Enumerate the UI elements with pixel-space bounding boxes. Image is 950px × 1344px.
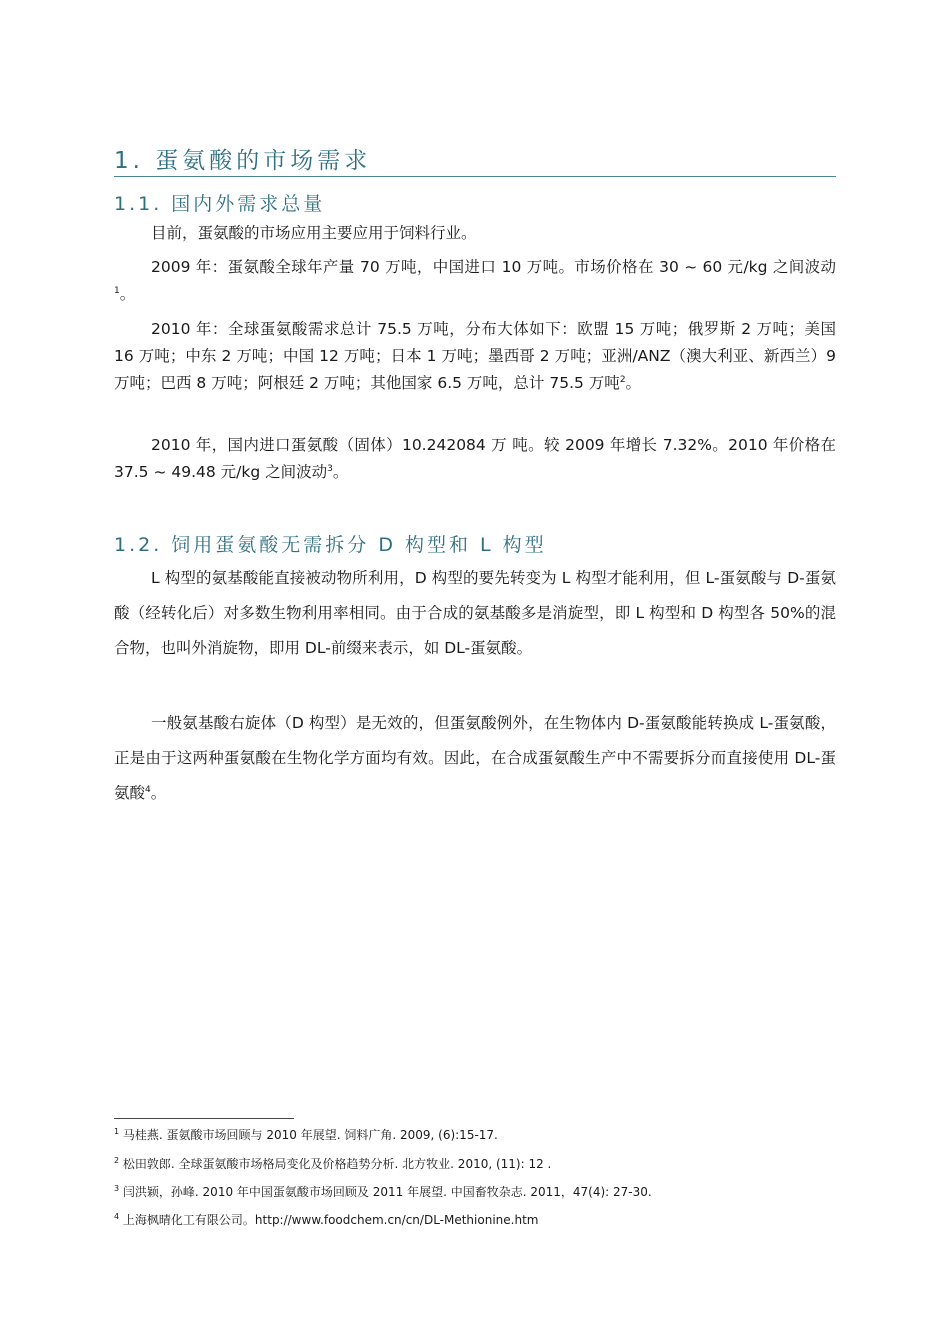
paragraph-2009: 2009 年：蛋氨酸全球年产量 70 万吨，中国进口 10 万吨。市场价格在 30 ~ 60 元/kg 之间波动$^1$。 — [114, 258, 836, 303]
footnote-4: $^4$ 上海枫晴化工有限公司。http://www.foodchem.cn/cn/DL-Methionine.htm — [114, 1212, 539, 1227]
footnote-ref-2[interactable]: 2 — [619, 374, 626, 385]
footnote-3: $^3$ 闫洪颖，孙峰. 2010 年中国蛋氨酸市场回顾及 2011 年展望. 中国畜牧杂志. 2011，47(4): 27-30. — [114, 1184, 652, 1199]
footnote-ref-1[interactable]: 1 — [114, 285, 120, 296]
paragraph-d-isomer: 一般氨基酸右旋体（D 构型）是无效的，但蛋氨酸例外，在生物体内 D-蛋氨酸能转换成 L-蛋氨酸，正是由于这两种蛋氨酸在生物化学方面均有效。因此，在合成蛋氨酸生产中不需要拆分而直接使用 DL-蛋氨酸$^4$。 — [114, 714, 836, 802]
subsection-heading-1-1: 1.1. 国内外需求总量 — [114, 193, 326, 215]
footnote-separator — [114, 1118, 294, 1119]
footnote-2: $^2$ 松田敦郎. 全球蛋氨酸市场格局变化及价格趋势分析. 北方牧业. 2010, (11): 12 . — [114, 1156, 552, 1171]
subsection-heading-1-2: 1.2. 饲用蛋氨酸无需拆分 D 构型和 L 构型 — [114, 534, 547, 556]
section-heading-1: 1. 蛋氨酸的市场需求 — [114, 148, 372, 174]
footnote-1: $^1$ 马桂燕. 蛋氨酸市场回顾与 2010 年展望. 饲料广角. 2009, (6):15-17. — [114, 1127, 498, 1142]
paragraph-2010-global: 2010 年：全球蛋氨酸需求总计 75.5 万吨，分布大体如下：欧盟 15 万吨；俄罗斯 2 万吨；美国 16 万吨；中东 2 万吨；中国 12 万吨；日本 1 万吨；墨西哥 2 万吨；亚洲/ANZ（澳大利亚、新西兰）9 万吨；巴西 8 万吨；阿根廷 2 万吨；其他国家 6.5 万吨，总计 75.5 万吨$^2$。 — [114, 320, 836, 392]
heading-underline — [114, 176, 836, 177]
footnote-ref-4[interactable]: 4 — [145, 784, 151, 795]
paragraph-intro: 目前，蛋氨酸的市场应用主要应用于饲料行业。 — [151, 224, 477, 242]
paragraph-configuration: L 构型的氨基酸能直接被动物所利用，D 构型的要先转变为 L 构型才能利用，但 L-蛋氨酸与 D-蛋氨酸（经转化后）对多数生物利用率相同。由于合成的氨基酸多是消旋型，即 L 构型和 D 构型各 50%的混合物，也叫外消旋物，即用 DL-前缀来表示，如 DL-蛋氨酸。 — [114, 569, 836, 657]
footnote-ref-3[interactable]: 3 — [327, 463, 333, 474]
paragraph-2010-import: 2010 年，国内进口蛋氨酸（固体）10.242084 万 吨。较 2009 年增长 7.32%。2010 年价格在 37.5 ~ 49.48 元/kg 之间波动$^3$。 — [114, 436, 836, 481]
